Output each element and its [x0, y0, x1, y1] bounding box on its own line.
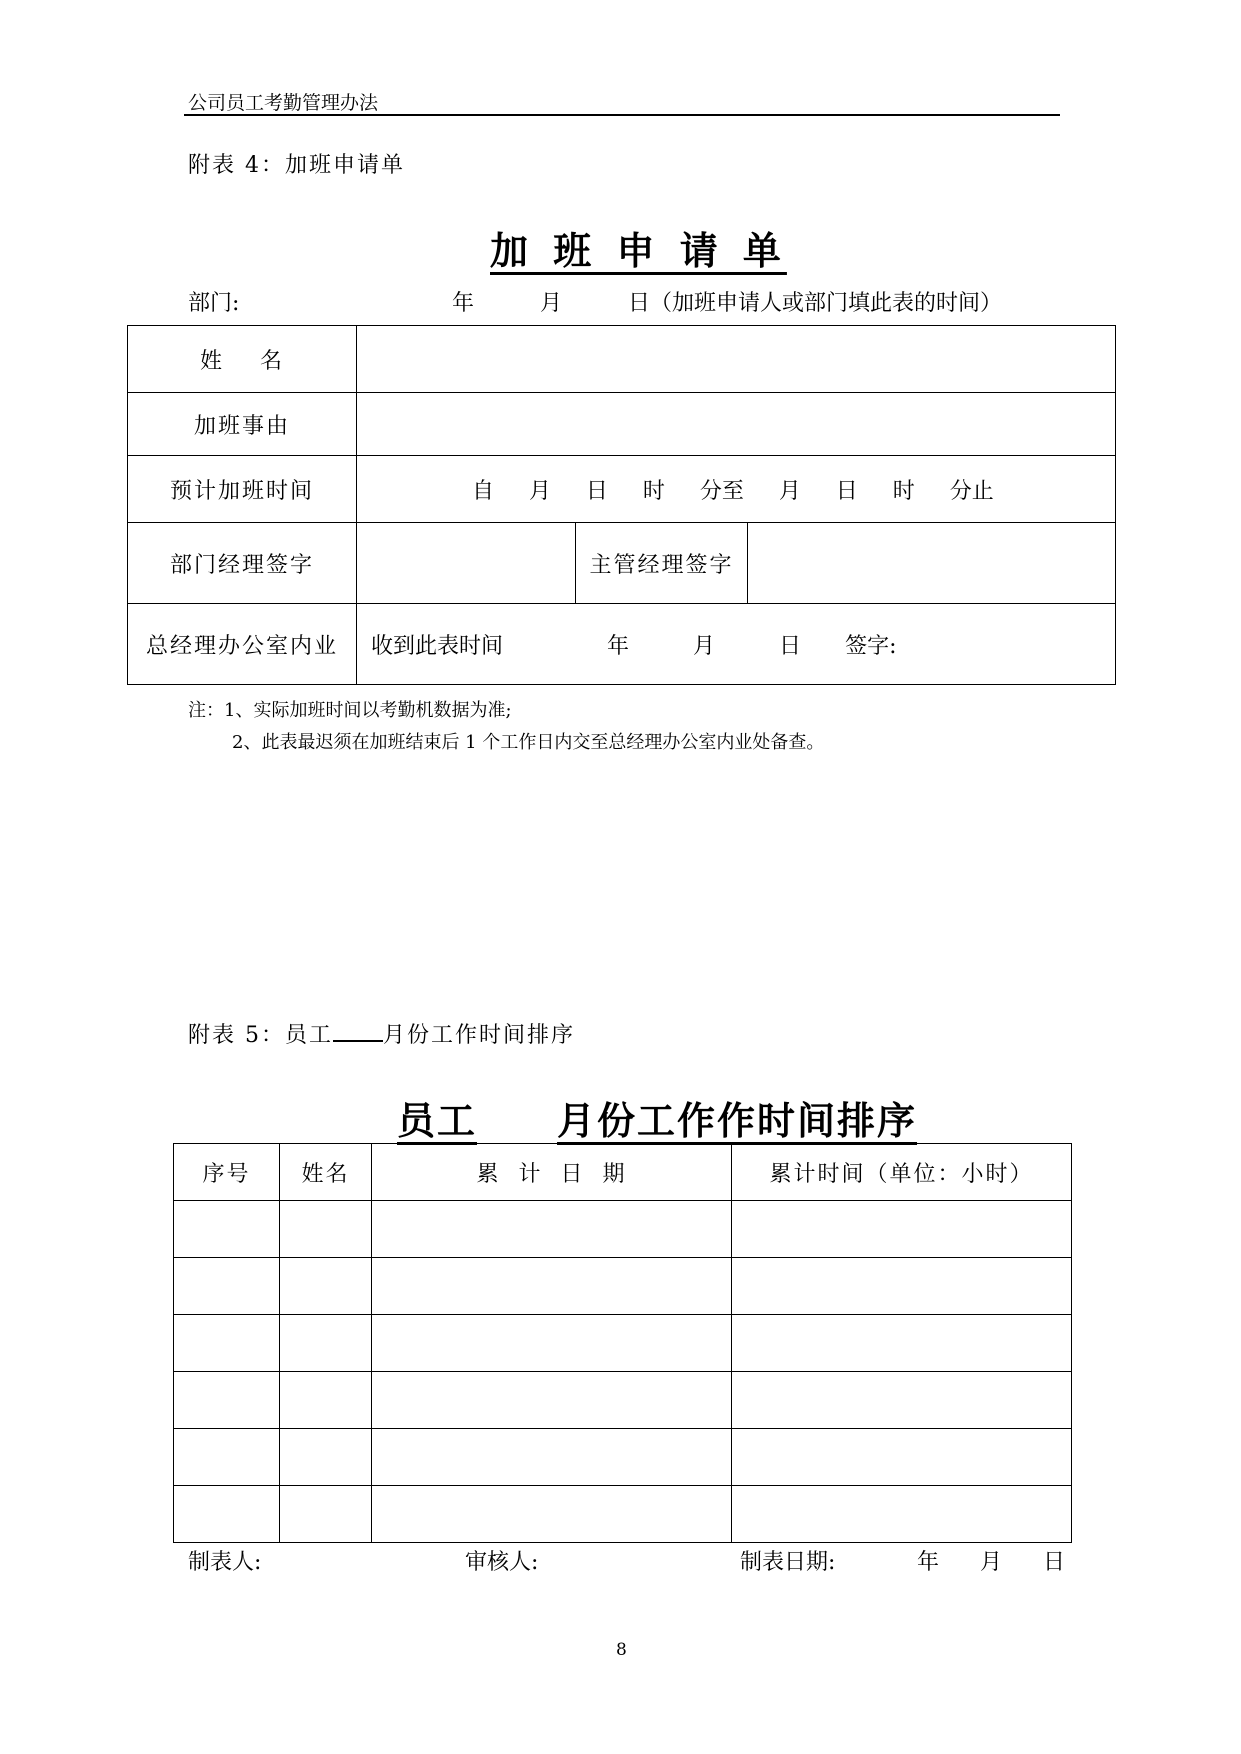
- seq-cell[interactable]: [174, 1486, 280, 1543]
- footer-month: 月: [980, 1550, 1003, 1575]
- seq-cell[interactable]: [174, 1258, 280, 1315]
- name-field[interactable]: [357, 326, 1116, 393]
- reviewer-label: 审核人:: [465, 1550, 539, 1575]
- cumulative-time-cell[interactable]: [732, 1201, 1072, 1258]
- form1-row-signatures: [128, 523, 1116, 604]
- form2-title-suffix: 月份工作作时间排序: [557, 1098, 918, 1143]
- form2-caption-prefix: 附表 5：员工: [188, 1023, 333, 1048]
- planned-time-template: 自 月 日 时 分至 月 日 时 分止: [472, 478, 994, 504]
- gm-office-field[interactable]: [357, 604, 1116, 685]
- form1-date-day: 日（加班申请人或部门填此表的时间）: [628, 291, 1003, 316]
- form2-caption-suffix: 月份工作时间排序: [383, 1023, 576, 1048]
- planned-time-field[interactable]: [357, 456, 1116, 523]
- cumulative-time-cell[interactable]: [732, 1315, 1072, 1372]
- reason-field[interactable]: [357, 393, 1116, 456]
- cumulative-date-cell[interactable]: [372, 1372, 732, 1429]
- cumulative-date-cell[interactable]: [372, 1486, 732, 1543]
- form1-caption: 附表 4：加班申请单: [188, 153, 405, 178]
- name-label: 姓 名: [128, 326, 357, 393]
- form2-title: [397, 1090, 917, 1145]
- cumulative-time-cell[interactable]: [732, 1258, 1072, 1315]
- dept-manager-sign-field[interactable]: [357, 523, 576, 604]
- reason-label: 加班事由: [128, 393, 357, 456]
- cumulative-time-cell[interactable]: [732, 1429, 1072, 1486]
- date-label: 制表日期:: [740, 1550, 836, 1575]
- document-header-title: 公司员工考勤管理办法: [188, 92, 379, 114]
- seq-cell[interactable]: [174, 1201, 280, 1258]
- form1-note-1: 注：1、实际加班时间以考勤机数据为准;: [188, 700, 512, 721]
- main-manager-sign-label: 主管经理签字: [576, 523, 748, 604]
- cumulative-date-cell[interactable]: [372, 1201, 732, 1258]
- page-number: 8: [616, 1640, 627, 1660]
- ranking-row: [174, 1372, 1072, 1429]
- dept-manager-sign-label: 部门经理签字: [128, 523, 357, 604]
- form1-row-name: [128, 326, 1116, 393]
- gm-year: 年: [607, 633, 630, 659]
- cumulative-time-cell[interactable]: [732, 1486, 1072, 1543]
- cumulative-date-cell[interactable]: [372, 1315, 732, 1372]
- header-divider: [184, 114, 1060, 116]
- ranking-row: [174, 1315, 1072, 1372]
- gm-received-time-label: 收到此表时间: [371, 633, 504, 659]
- name-cell[interactable]: [280, 1258, 372, 1315]
- seq-cell[interactable]: [174, 1372, 280, 1429]
- gm-day: 日: [779, 633, 802, 659]
- seq-cell[interactable]: [174, 1429, 280, 1486]
- cumulative-time-cell[interactable]: [732, 1372, 1072, 1429]
- form1-note-2: 2、此表最迟须在加班结束后 1 个工作日内交至总经理办公室内业处备查。: [232, 732, 825, 753]
- name-cell[interactable]: [280, 1372, 372, 1429]
- gm-office-label: 总经理办公室内业: [128, 604, 357, 685]
- ranking-row: [174, 1258, 1072, 1315]
- main-manager-sign-field[interactable]: [748, 523, 1116, 604]
- col-header-name: 姓名: [280, 1144, 372, 1201]
- col-header-cumulative-date: 累 计 日 期: [372, 1144, 732, 1201]
- form1-date-year: 年: [452, 291, 475, 316]
- planned-time-label: 预计加班时间: [128, 456, 357, 523]
- form1-row-reason: [128, 393, 1116, 456]
- footer-day: 日: [1043, 1550, 1066, 1575]
- footer-year: 年: [917, 1550, 940, 1575]
- form2-title-prefix: 员工: [397, 1098, 478, 1143]
- gm-month: 月: [693, 633, 716, 659]
- overtime-form-table: [127, 325, 1116, 685]
- col-header-seq: 序号: [174, 1144, 280, 1201]
- form1-dept-label: 部门:: [188, 291, 240, 316]
- monthly-ranking-table: [173, 1143, 1072, 1543]
- ranking-row: [174, 1486, 1072, 1543]
- form1-title: 加 班 申 请 单: [490, 228, 787, 273]
- form1-row-gm-office: [128, 604, 1116, 685]
- name-cell[interactable]: [280, 1429, 372, 1486]
- ranking-header-row: [174, 1144, 1072, 1201]
- cumulative-date-cell[interactable]: [372, 1429, 732, 1486]
- seq-cell[interactable]: [174, 1315, 280, 1372]
- name-cell[interactable]: [280, 1486, 372, 1543]
- name-cell[interactable]: [280, 1201, 372, 1258]
- cumulative-date-cell[interactable]: [372, 1258, 732, 1315]
- form2-caption: [188, 1018, 575, 1049]
- form1-row-time: [128, 456, 1116, 523]
- name-cell[interactable]: [280, 1315, 372, 1372]
- gm-sign-label: 签字:: [845, 633, 897, 659]
- col-header-cumulative-time: 累计时间（单位：小时）: [732, 1144, 1072, 1201]
- month-blank-underline: [333, 1020, 383, 1042]
- ranking-row: [174, 1429, 1072, 1486]
- ranking-row: [174, 1201, 1072, 1258]
- form1-date-month: 月: [540, 291, 563, 316]
- maker-label: 制表人:: [188, 1550, 262, 1575]
